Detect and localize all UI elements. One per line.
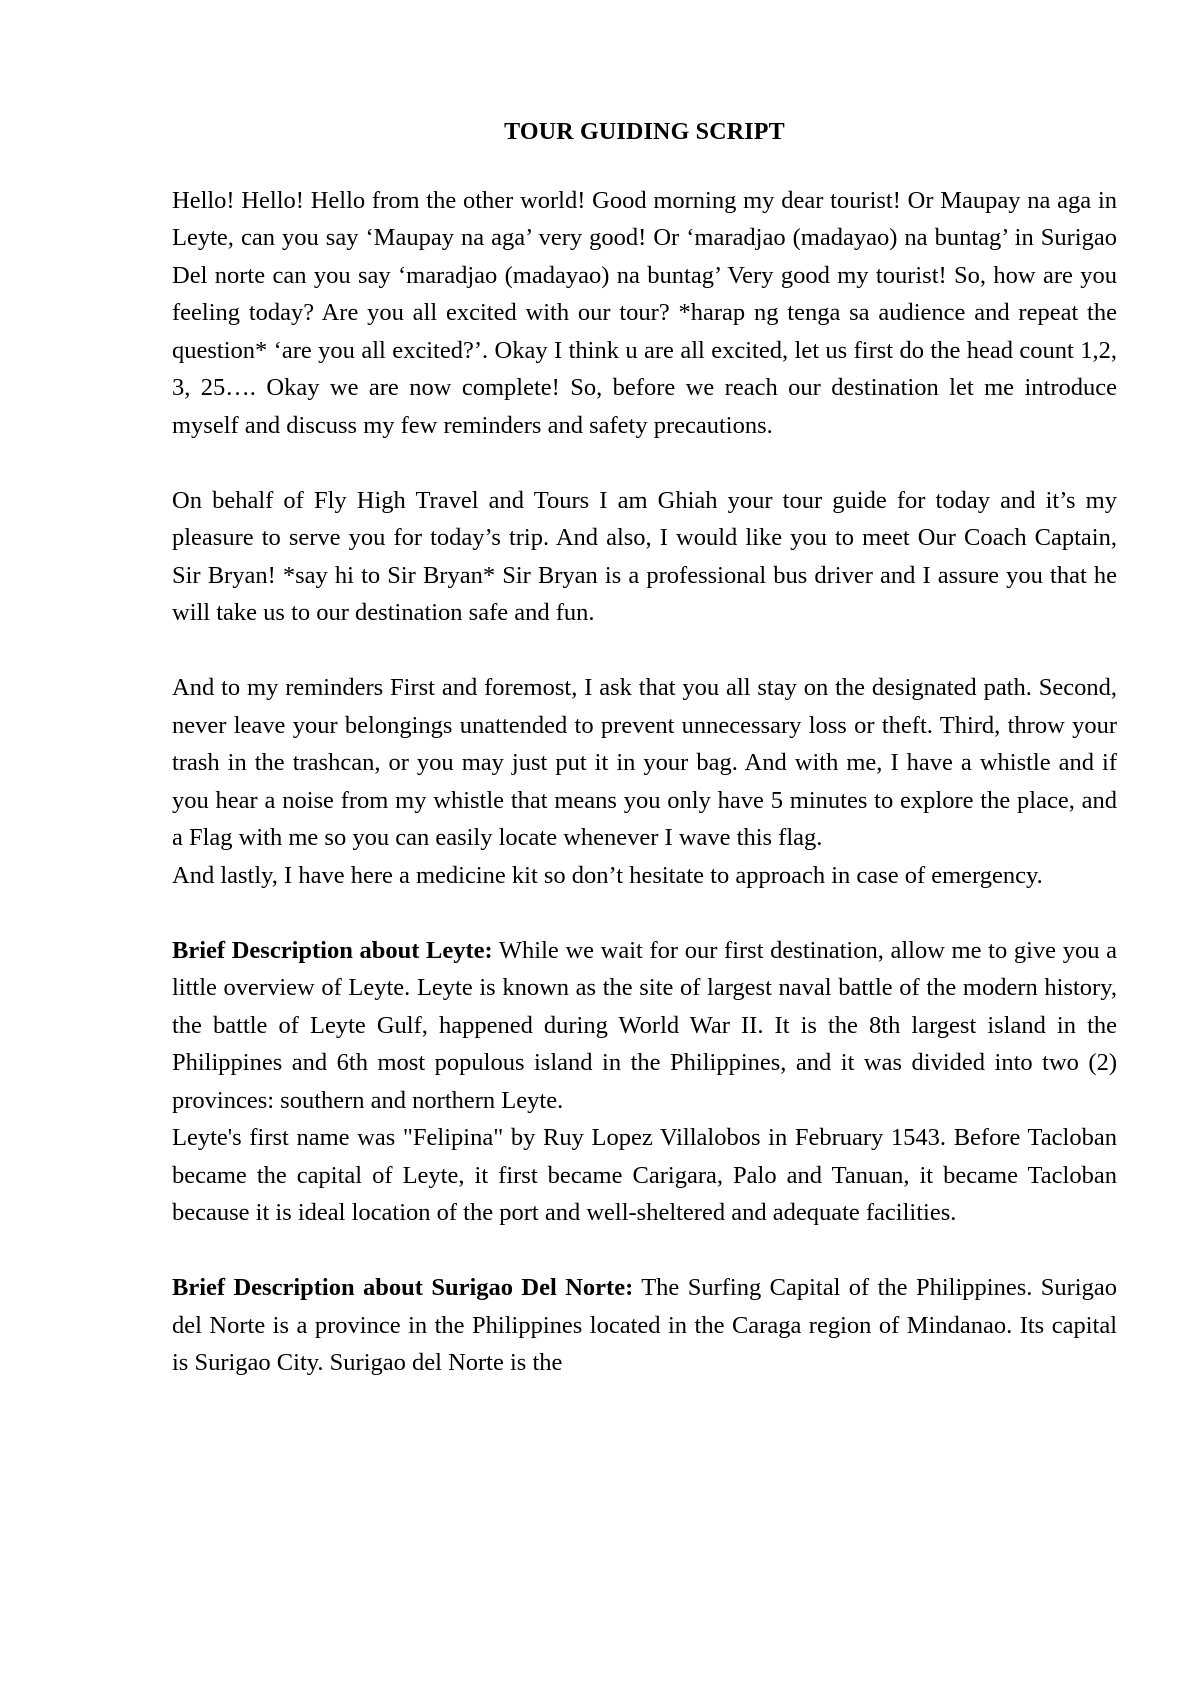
surigao-text: The Surfing Capital of the Philippines. Surigao del Norte is a province in the Philippines located in the Caraga region of Mindanao. Its capital is Surigao City. Surigao del Norte is the — [172, 1274, 1117, 1376]
introduction-paragraph: On behalf of Fly High Travel and Tours I am Ghiah your tour guide for today and it’s my pleasure to serve you for today’s trip. And also, I would like you to meet Our Coach Captain, Sir Bryan! *say hi to Sir Bryan* Sir Bryan is a professional bus driver and I assure you that he will take us to our destination safe and fun. — [172, 486, 1117, 626]
leyte-text: While we wait for our first destination, allow me to give you a little overview of Leyte. Leyte is known as the site of largest naval battle of the modern history, the battle of Leyte Gulf, happened during World War II. It is the 8th largest island in the Philippines and 6th most populous island in the Philippines, and it was divided into two (2) provinces: southern and northern Leyte. — [172, 936, 1117, 1114]
document-title: TOUR GUIDING SCRIPT — [504, 119, 785, 145]
leyte-paragraph — [172, 932, 1117, 1120]
reminders-paragraph: And to my reminders First and foremost, I ask that you all stay on the designated path. Second, never leave your belongings unattended to prevent unnecessary loss or theft. Third, throw your trash in the trashcan, or you may just put it in your bag. And with me, I have a whistle and if you hear a noise from my whistle that means you only have 5 minutes to explore the place, and a Flag with me so you can easily locate whenever I wave this flag. — [172, 674, 1117, 851]
leyte-heading: Brief Description about Leyte: — [172, 936, 493, 964]
surigao-paragraph — [172, 1269, 1117, 1382]
leyte-history-paragraph: Leyte's first name was "Felipina" by Ruy Lopez Villalobos in February 1543. Before Tacloban became the capital of Leyte, it first became Carigara, Palo and Tanuan, it became Tacloban because it is ideal location of the port and well-sheltered and adequate facilities. — [172, 1124, 1117, 1226]
lastly-paragraph: And lastly, I have here a medicine kit so don’t hesitate to approach in case of emergency. — [172, 861, 1043, 889]
surigao-heading: Brief Description about Surigao Del Norte: — [172, 1274, 634, 1301]
document-body — [172, 114, 1117, 1382]
intro-paragraph: Hello! Hello! Hello from the other world! Good morning my dear tourist! Or Maupay na aga in Leyte, can you say ‘Maupay na aga’ very good! Or ‘maradjao (madayao) na buntag’ in Surigao Del norte can you say ‘maradjao (madayao) na buntag’ Very good my tourist! So, how are you feeling today? Are you all excited with our tour? *harap ng tenga sa audience and repeat the question* ‘are you all excited?’. Okay I think u are all excited, let us first do the head count 1,2, 3, 25…. Okay we are now complete! So, before we reach our destination let me introduce myself and discuss my few reminders and safety precautions. — [172, 186, 1117, 439]
